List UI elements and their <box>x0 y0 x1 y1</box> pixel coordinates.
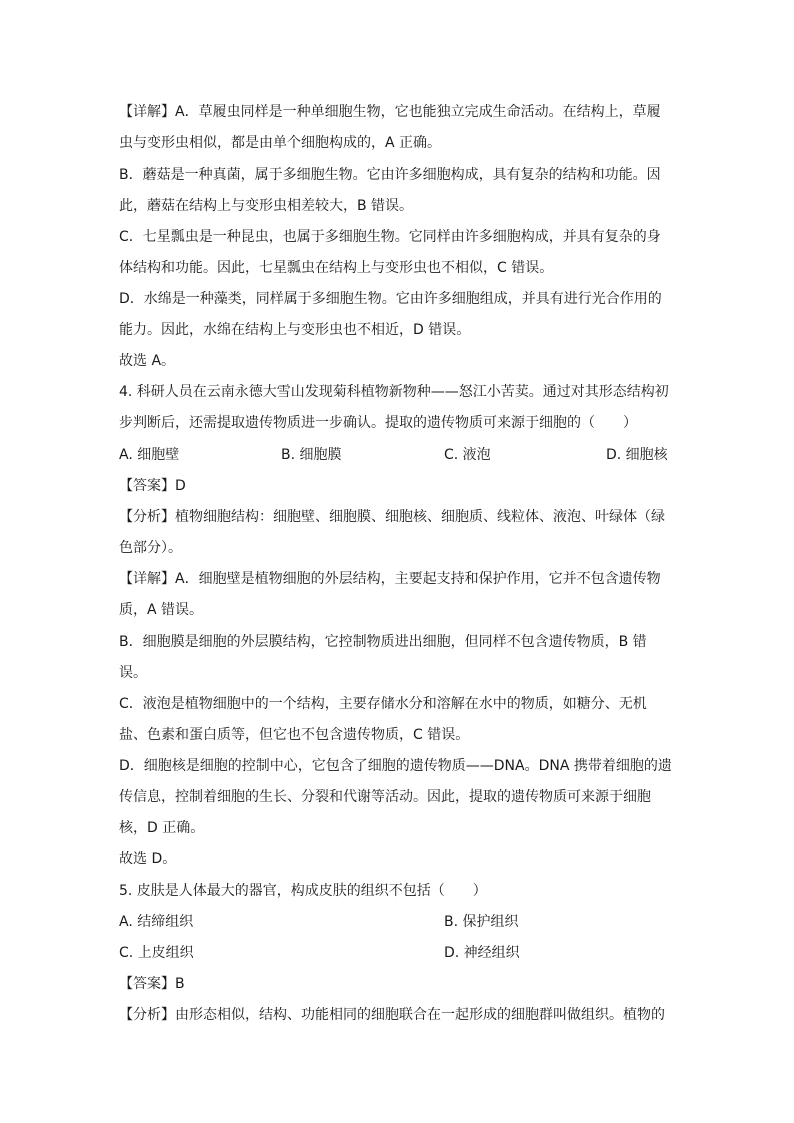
q3-detail-line-1: 【详解】A．草履虫同样是一种单细胞生物，它也能独立完成生命活动。在结构上，草履 <box>119 104 661 120</box>
q5-analysis-line-1: 【分析】由形态相似，结构、功能相同的细胞联合在一起形成的细胞群叫做组织。植物的 <box>119 1007 665 1023</box>
q4-analysis-line-2: 色部分）。 <box>119 540 182 556</box>
q4-stem-line-1: 4. 科研人员在云南永德大雪山发现菊科植物新物种——怒江小苦荬。通过对其形态结构初 <box>119 384 669 400</box>
q5-option-b: B. 保护组织 <box>444 914 519 930</box>
q4-analysis-line-1: 【分析】植物细胞结构：细胞壁、细胞膜、细胞核、细胞质、线粒体、液泡、叶绿体（绿 <box>119 509 665 525</box>
q3-detail-line-8: 能力。因此，水绵在结构上与变形虫也不相近，D 错误。 <box>119 322 471 338</box>
q4-detail-line-9: 核，D 正确。 <box>119 820 205 836</box>
q5-option-d: D. 神经组织 <box>444 945 520 961</box>
q4-option-b: B. 细胞膜 <box>281 447 342 463</box>
q4-option-d: D. 细胞核 <box>606 447 668 463</box>
q4-detail-line-3: B．细胞膜是细胞的外层膜结构，它控制物质进出细胞，但同样不包含遗传物质，B 错 <box>119 634 647 650</box>
q3-choose: 故选 A。 <box>119 353 176 369</box>
q4-detail-line-2: 质，A 错误。 <box>119 602 204 618</box>
q4-detail-line-6: 盐、色素和蛋白质等，但它也不包含遗传物质，C 错误。 <box>119 727 470 743</box>
q5-stem: 5. 皮肤是人体最大的器官，构成皮肤的组织不包括（ ） <box>119 883 487 899</box>
q3-detail-line-7: D．水绵是一种藻类，同样属于多细胞生物。它由许多细胞组成，并具有进行光合作用的 <box>119 291 662 307</box>
q5-answer: 【答案】B <box>119 976 185 992</box>
q4-detail-line-4: 误。 <box>119 665 147 681</box>
q3-detail-line-2: 虫与变形虫相似，都是由单个细胞构成的，A 正确。 <box>119 135 442 151</box>
q5-option-a: A. 结缔组织 <box>119 914 194 930</box>
q4-detail-line-8: 传信息，控制着细胞的生长、分裂和代谢等活动。因此，提取的遗传物质可来源于细胞 <box>119 789 651 805</box>
q5-option-c: C. 上皮组织 <box>119 945 194 961</box>
q4-stem-line-2: 步判断后，还需提取遗传物质进一步确认。提取的遗传物质可来源于细胞的（ ） <box>119 415 637 431</box>
q4-detail-line-5: C．液泡是植物细胞中的一个结构，主要存储水分和溶解在水中的物质，如糖分、无机 <box>119 696 647 712</box>
q4-option-a: A. 细胞壁 <box>119 447 180 463</box>
q4-choose: 故选 D。 <box>119 851 177 867</box>
q4-detail-line-7: D．细胞核是细胞的控制中心，它包含了细胞的遗传物质——DNA。DNA 携带着细胞的遗 <box>119 758 672 774</box>
q4-answer: 【答案】D <box>119 478 186 494</box>
q3-detail-line-6: 体结构和功能。因此，七星瓢虫在结构上与变形虫也不相似，C 错误。 <box>119 260 554 276</box>
q4-detail-line-1: 【详解】A．细胞壁是植物细胞的外层结构，主要起支持和保护作用，它并不包含遗传物 <box>119 571 661 587</box>
q3-detail-line-4: 此，蘑菇在结构上与变形虫相差较大，B 错误。 <box>119 198 414 214</box>
q4-option-c: C. 液泡 <box>444 447 491 463</box>
q3-detail-line-5: C．七星瓢虫是一种昆虫，也属于多细胞生物。它同样由许多细胞构成，并具有复杂的身 <box>119 229 661 245</box>
q3-detail-line-3: B．蘑菇是一种真菌，属于多细胞生物。它由许多细胞构成，具有复杂的结构和功能。因 <box>119 167 661 183</box>
